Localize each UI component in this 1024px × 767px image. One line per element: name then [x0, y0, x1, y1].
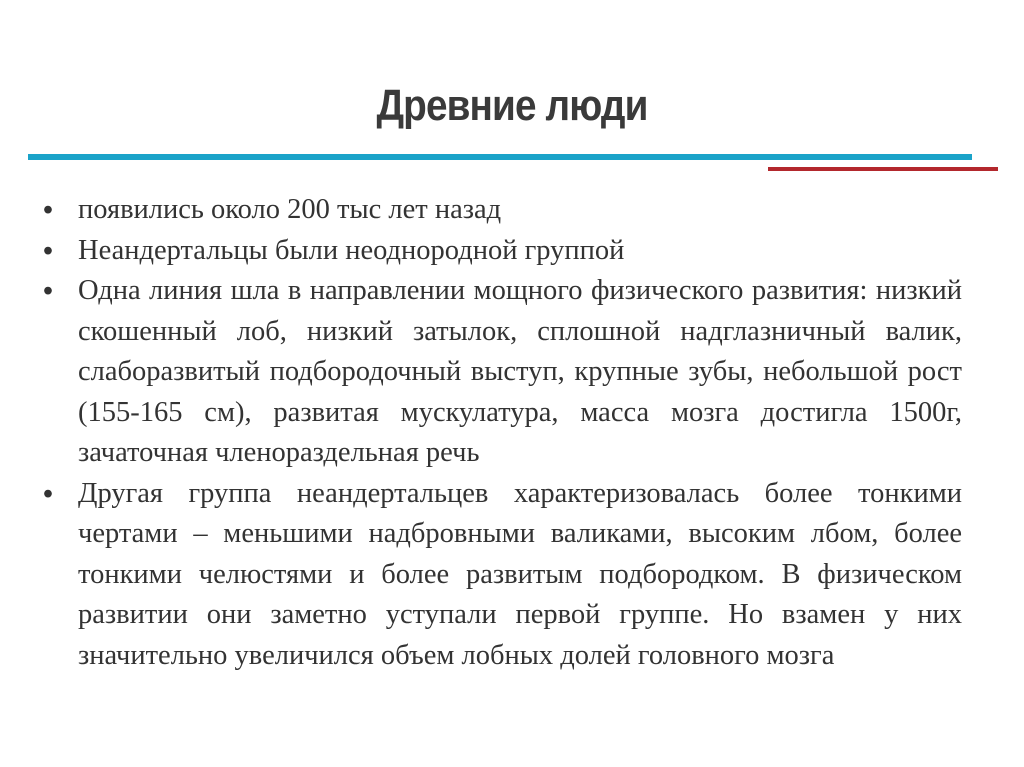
list-item	[38, 231, 962, 272]
bullet-icon: •	[43, 275, 53, 307]
list-item	[38, 271, 962, 474]
bullet-text: Одна линия шла в направлении мощного физического развития: низкий скошенный лоб, низкий затылок, сплошной надглазничный валик, слаборазвитый подбородочный выступ, крупные зубы, небольшой рост (155-165 см), развитая мускулатура, масса мозга достигла 1500г, зачаточная членораздельная речь	[78, 275, 962, 468]
slide-title: Древние люди	[376, 81, 648, 130]
list-item	[38, 474, 962, 677]
bullet-list	[38, 190, 962, 676]
bullet-text: Другая группа неандертальцев характеризовалась более тонкими чертами – меньшими надбровными валиками, высоким лбом, более тонкими челюстями и более развитым подбородком. В физическом развитии они заметно уступали первой группе. Но взамен у них значительно увеличился объем лобных долей головного мозга	[78, 477, 962, 671]
bullet-icon: •	[43, 194, 53, 226]
bullet-icon: •	[43, 234, 53, 267]
title-underline-blue	[28, 154, 972, 160]
bullet-icon: •	[43, 477, 53, 510]
list-item	[38, 190, 962, 231]
bullet-text: появились около 200 тыс лет назад	[78, 194, 502, 225]
bullet-text: Неандертальцы были неоднородной группой	[78, 234, 625, 266]
title-underline-red	[768, 167, 998, 171]
